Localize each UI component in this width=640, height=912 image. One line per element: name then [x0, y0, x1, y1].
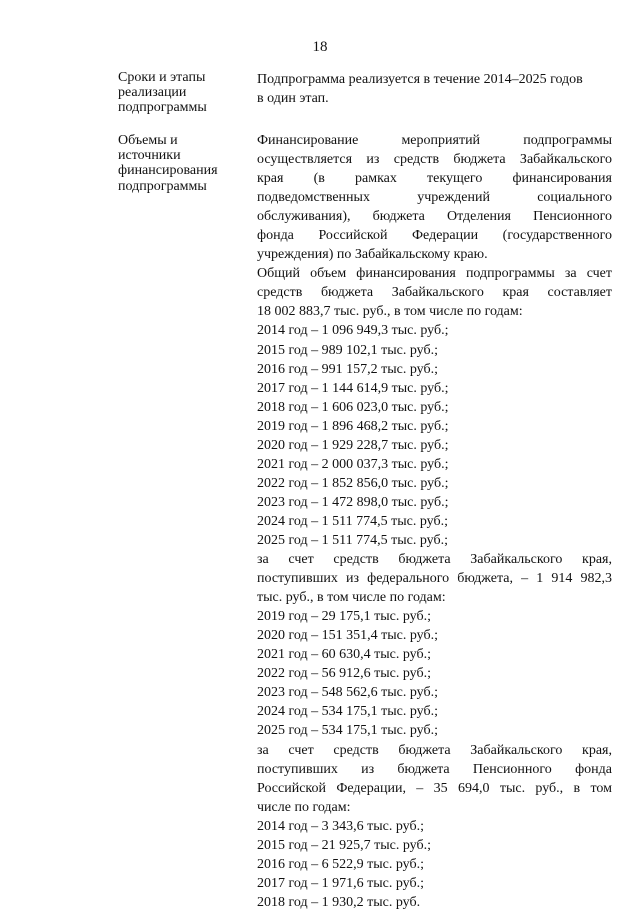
text-line: фонда Российской Федерации (государственного [257, 228, 612, 244]
text-line: 2022 год – 56 912,6 тыс. руб.; [257, 666, 431, 682]
text-line: осуществляется из средств бюджета Забайкальского [257, 152, 612, 168]
text-line: поступивших из федерального бюджета, – 1 914 982,3 [257, 571, 612, 587]
row-content-timeline [257, 70, 612, 108]
text-line: 2021 год – 60 630,4 тыс. руб.; [257, 647, 431, 663]
text-line: 2015 год – 989 102,1 тыс. руб.; [257, 342, 438, 358]
text-line: 2023 год – 548 562,6 тыс. руб.; [257, 685, 438, 701]
text-line: 2015 год – 21 925,7 тыс. руб.; [257, 837, 431, 853]
text-line: 2017 год – 1 971,6 тыс. руб.; [257, 875, 424, 891]
text-line: 2021 год – 2 000 037,3 тыс. руб.; [257, 456, 449, 472]
text-line: Российской Федерации, – 35 694,0 тыс. руб., в том [257, 780, 612, 796]
text-line: в один этап. [257, 91, 329, 107]
text-line: 2020 год – 151 351,4 тыс. руб.; [257, 628, 438, 644]
text-line: 2014 год – 3 343,6 тыс. руб.; [257, 818, 424, 834]
text-line: 2022 год – 1 852 856,0 тыс. руб.; [257, 475, 449, 491]
text-line: 18 002 883,7 тыс. руб., в том числе по годам: [257, 304, 523, 320]
text-line: Финансирование мероприятий подпрограммы [257, 133, 612, 148]
text-line: за счет средств бюджета Забайкальского края, [257, 552, 612, 568]
text-line: 2016 год – 6 522,9 тыс. руб.; [257, 856, 424, 872]
text-line: подведомственных учреждений социального [257, 190, 612, 206]
text-line: за счет средств бюджета Забайкальского края, [257, 742, 612, 758]
text-line: края (в рамках текущего финансирования [257, 171, 612, 187]
text-line: 2019 год – 1 896 468,2 тыс. руб.; [257, 418, 449, 434]
text-line: средств бюджета Забайкальского края составляет [257, 285, 612, 301]
text-line: учреждения) по Забайкальскому краю. [257, 247, 488, 263]
text-line: 2014 год – 1 096 949,3 тыс. руб.; [257, 323, 449, 339]
row-label-text: Сроки и этапы реализации подпрограммы [118, 70, 207, 116]
text-line: 2017 год – 1 144 614,9 тыс. руб.; [257, 380, 449, 396]
row-label-text: Объемы и источники финансирования подпрограммы [118, 133, 218, 194]
page-number: 18 [312, 39, 328, 55]
text-line: 2018 год – 1 606 023,0 тыс. руб.; [257, 399, 449, 415]
row-label-timeline [118, 70, 246, 116]
text-line: 2025 год – 1 511 774,5 тыс. руб.; [257, 532, 448, 548]
text-line: Общий объем финансирования подпрограммы за счет [257, 266, 612, 282]
text-line: 2020 год – 1 929 228,7 тыс. руб.; [257, 437, 449, 453]
text-line: обслуживания), бюджета Отделения Пенсионного [257, 209, 612, 225]
text-line: 2016 год – 991 157,2 тыс. руб.; [257, 361, 438, 377]
text-line: числе по годам: [257, 799, 351, 815]
text-line: 2018 год – 1 930,2 тыс. руб. [257, 894, 421, 910]
text-line: 2023 год – 1 472 898,0 тыс. руб.; [257, 494, 449, 510]
text-line: 2019 год – 29 175,1 тыс. руб.; [257, 609, 431, 625]
row-label-funding [118, 133, 246, 194]
text-line: поступивших из бюджета Пенсионного фонда [257, 761, 612, 777]
text-line: 2025 год – 534 175,1 тыс. руб.; [257, 723, 438, 739]
text-line: 2024 год – 1 511 774,5 тыс. руб.; [257, 513, 448, 529]
text-line: 2024 год – 534 175,1 тыс. руб.; [257, 704, 438, 720]
text-line: тыс. руб., в том числе по годам: [257, 590, 446, 606]
text-line: Подпрограмма реализуется в течение 2014–2025 годов [257, 72, 583, 87]
row-content-funding [257, 131, 612, 912]
